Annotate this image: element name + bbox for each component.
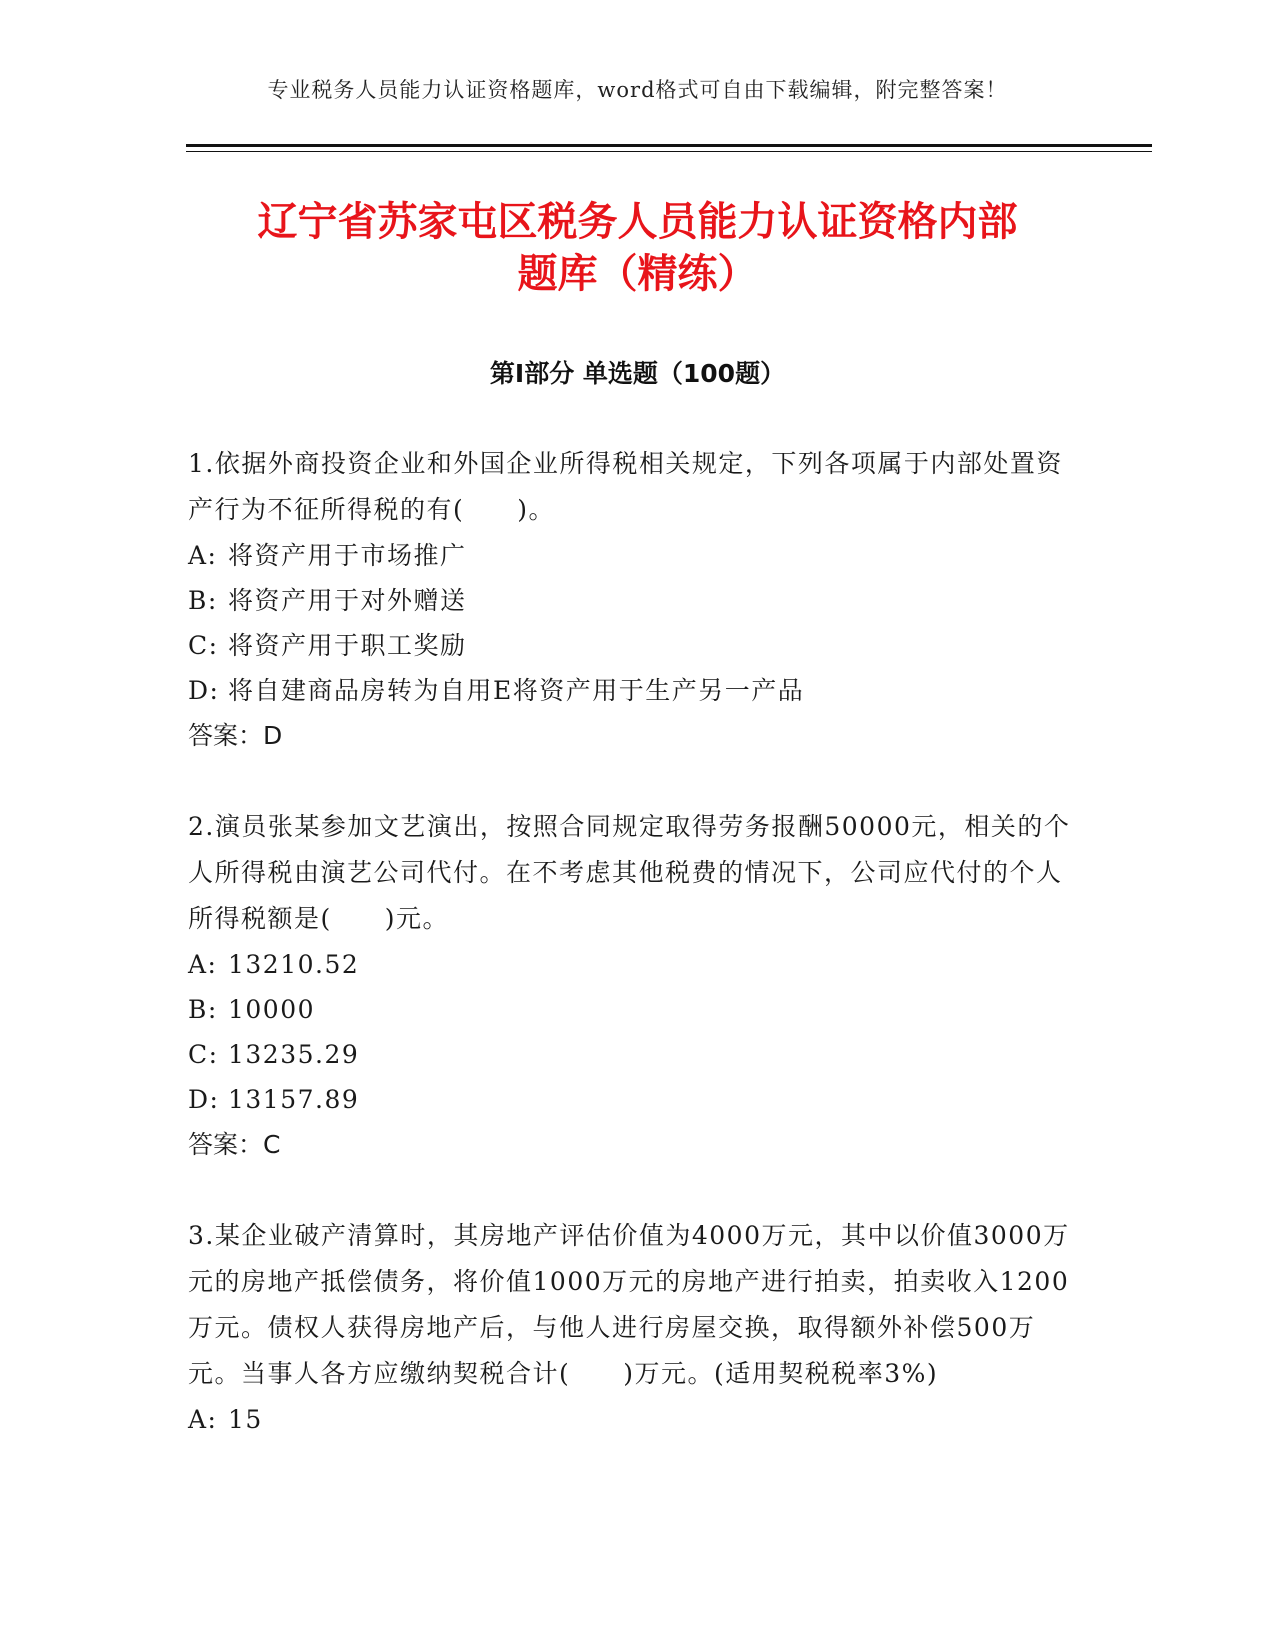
- question-1: [188, 441, 1088, 758]
- question-2: [188, 804, 1088, 1167]
- question-text: 1.依据外商投资企业和外国企业所得税相关规定，下列各项属于内部处置资产行为不征所得税的有( )。: [188, 449, 1063, 524]
- option-text: 将资产用于职工奖励: [228, 631, 467, 660]
- header-divider: [186, 144, 1152, 147]
- option-d: [188, 1077, 1088, 1122]
- option-a: [188, 1397, 1088, 1442]
- question-3: [188, 1213, 1088, 1442]
- option-key: A:: [188, 1405, 218, 1434]
- option-d: [188, 668, 1088, 713]
- option-key: D:: [188, 676, 220, 705]
- option-key: C:: [188, 631, 219, 660]
- option-key: A:: [188, 541, 218, 570]
- option-key: C:: [188, 1040, 219, 1069]
- option-c: [188, 1032, 1088, 1077]
- option-text: 13210.52: [228, 950, 360, 979]
- document-title-line-2: 题库（精练）: [517, 251, 758, 297]
- header-divider-thin: [186, 151, 1152, 152]
- option-key: B:: [188, 586, 218, 615]
- option-c: [188, 623, 1088, 668]
- question-text: 3.某企业破产清算时，其房地产评估价值为4000万元，其中以价值3000万元的房地产抵偿债务，将价值1000万元的房地产进行拍卖，拍卖收入1200万元。债权人获得房地产后，与他人进行房屋交换，取得额外补偿500万元。当事人各方应缴纳契税合计( )万元。(适用契税税率3%): [188, 1221, 1070, 1388]
- option-a: [188, 533, 1088, 578]
- option-key: A:: [188, 950, 218, 979]
- option-text: 将资产用于对外赠送: [228, 586, 467, 615]
- option-text: 将自建商品房转为自用E将资产用于生产另一产品: [228, 676, 805, 705]
- option-text: 13157.89: [228, 1085, 360, 1114]
- option-text: 15: [228, 1405, 263, 1434]
- option-text: 10000: [228, 995, 316, 1024]
- question-list: [188, 441, 1088, 1442]
- document-title: [150, 196, 1125, 300]
- answer: 答案：D: [188, 721, 283, 750]
- header-note: 专业税务人员能力认证资格题库，word格式可自由下载编辑，附完整答案！: [267, 78, 1008, 102]
- option-key: D:: [188, 1085, 220, 1114]
- option-a: [188, 942, 1088, 987]
- option-key: B:: [188, 995, 218, 1024]
- option-b: [188, 578, 1088, 623]
- question-text: 2.演员张某参加文艺演出，按照合同规定取得劳务报酬50000元，相关的个人所得税由演艺公司代付。在不考虑其他税费的情况下，公司应代付的个人所得税额是( )元。: [188, 812, 1071, 933]
- option-b: [188, 987, 1088, 1032]
- answer: 答案：C: [188, 1130, 281, 1159]
- option-text: 13235.29: [228, 1040, 360, 1069]
- option-text: 将资产用于市场推广: [228, 541, 467, 570]
- section-title: 第Ⅰ部分 单选题（100题）: [489, 359, 786, 388]
- document-title-line-1: 辽宁省苏家屯区税务人员能力认证资格内部: [257, 199, 1018, 245]
